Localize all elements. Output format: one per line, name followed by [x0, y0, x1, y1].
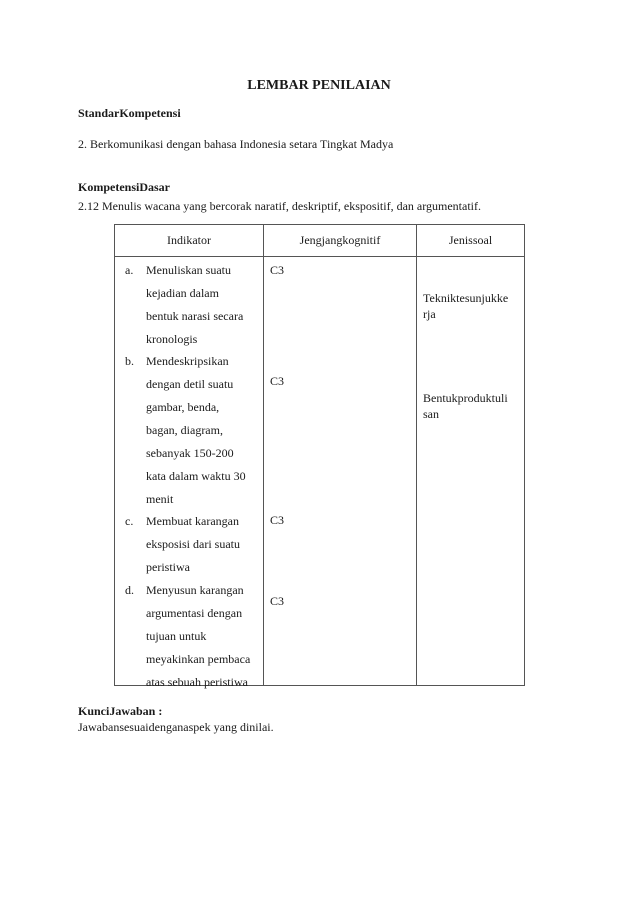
indicator-b-line-1: Mendeskripsikan [146, 354, 229, 368]
indicator-b-line-5: sebanyak 150-200 [146, 446, 234, 460]
indicator-a-marker: a. [125, 263, 134, 277]
kunci-jawaban-text: Jawabansesuaidenganaspek yang dinilai. [78, 720, 274, 734]
table-col-divider-1 [263, 224, 264, 686]
indicator-c-line-2: eksposisi dari suatu [146, 537, 240, 551]
indicator-a-line-4: kronologis [146, 332, 198, 346]
indicator-b-marker: b. [125, 354, 134, 368]
indicator-c-marker: c. [125, 514, 134, 528]
level-d: C3 [270, 594, 285, 608]
indicator-d-line-3: tujuan untuk [146, 629, 207, 643]
indicator-a-line-3: bentuk narasi secara [146, 309, 244, 323]
header-jenjang-kognitif: Jengjangkognitif [299, 233, 381, 247]
indicator-b-line-3: gambar, benda, [146, 400, 220, 414]
indicator-d-line-1: Menyusun karangan [146, 583, 244, 597]
standar-kompetensi-heading: StandarKompetensi [78, 106, 181, 120]
page-title: LEMBAR PENILAIAN [247, 78, 391, 93]
indicator-a-line-2: kejadian dalam [146, 286, 219, 300]
level-c: C3 [270, 513, 285, 527]
level-a: C3 [270, 263, 285, 277]
indicator-c-line-3: peristiwa [146, 560, 190, 574]
table-header-divider [114, 256, 525, 257]
indicator-c-line-1: Membuat karangan [146, 514, 239, 528]
type-2-line-2: san [423, 407, 439, 421]
indicator-b-line-6: kata dalam waktu 30 [146, 469, 246, 483]
indicator-b-line-4: bagan, diagram, [146, 423, 223, 437]
table-border-top [114, 224, 525, 225]
table-border-right [524, 224, 525, 686]
kompetensi-dasar-heading: KompetensiDasar [78, 180, 170, 194]
indicator-a-line-1: Menuliskan suatu [146, 263, 231, 277]
indicator-b-line-2: dengan detil suatu [146, 377, 234, 391]
level-b: C3 [270, 374, 285, 388]
type-1-line-2: rja [423, 307, 436, 321]
indicator-d-line-5: atas sebuah peristiwa [146, 675, 248, 689]
header-indikator: Indikator [167, 233, 211, 247]
header-jenis-soal: Jenissoal [448, 233, 493, 247]
table-border-left [114, 224, 115, 686]
type-1-line-1: Tekniktesunjukke [423, 291, 509, 305]
type-2-line-1: Bentukproduktuli [423, 391, 508, 405]
table-col-divider-2 [416, 224, 417, 686]
kompetensi-dasar-text: 2.12 Menulis wacana yang bercorak naratif, deskriptif, ekspositif, dan argumentatif. [78, 199, 481, 213]
indicator-b-line-7: menit [146, 492, 174, 506]
indicator-d-line-4: meyakinkan pembaca [146, 652, 251, 666]
indicator-d-line-2: argumentasi dengan [146, 606, 243, 620]
indicator-d-marker: d. [125, 583, 134, 597]
kunci-jawaban-heading: KunciJawaban : [78, 704, 163, 718]
standar-kompetensi-text: 2. Berkomunikasi dengan bahasa Indonesia setara Tingkat Madya [78, 137, 394, 151]
